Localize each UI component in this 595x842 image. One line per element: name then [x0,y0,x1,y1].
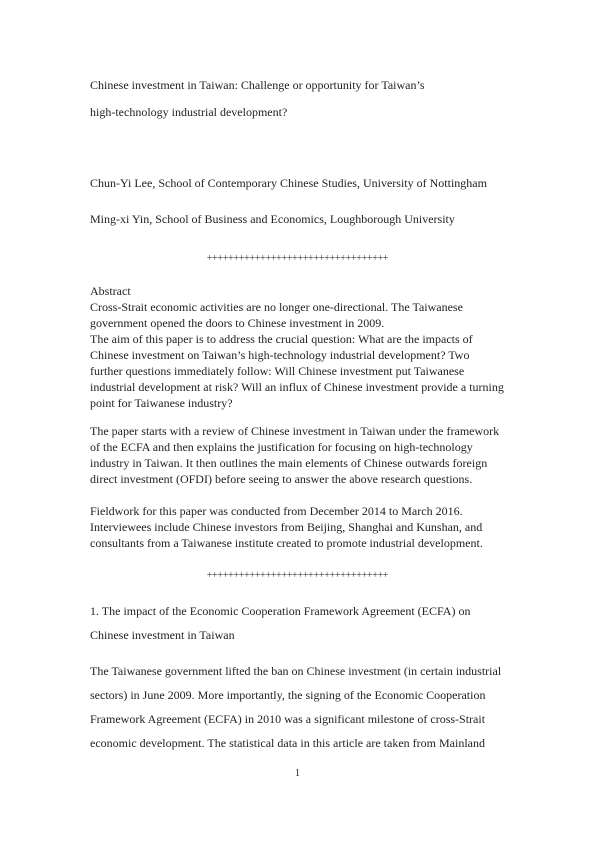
separator-top: ++++++++++++++++++++++++++++++++++ [206,253,389,264]
abstract-para1-line: The aim of this paper is to address the crucial question: What are the impacts of [90,332,473,346]
abstract-para1-line: government opened the doors to Chinese investment in 2009. [90,316,385,330]
abstract-para2-line: The paper starts with a review of Chinese investment in Taiwan under the framework [90,424,500,438]
section-body-line: Framework Agreement (ECFA) in 2010 was a significant milestone of cross-Strait [90,712,486,726]
abstract-para2-line: industry in Taiwan. It then outlines the main elements of Chinese outwards foreign [90,456,488,470]
abstract-para3-line: consultants from a Taiwanese institute created to promote industrial development. [90,536,483,550]
abstract-para2-line: direct investment (OFDI) before seeing to answer the above research questions. [90,472,473,486]
abstract-para3-line: Interviewees include Chinese investors from Beijing, Shanghai and Kunshan, and [90,520,483,534]
section-body-line: sectors) in June 2009. More importantly, the signing of the Economic Cooperation [90,688,486,702]
page-number: 1 [295,768,300,779]
abstract-para2-line: of the ECFA and then explains the justification for focusing on high-technology [90,440,473,454]
section-heading-line-1: 1. The impact of the Economic Cooperation Framework Agreement (ECFA) on [90,604,471,618]
section-body-line: economic development. The statistical data in this article are taken from Mainland [90,736,485,750]
title-line-2: high-technology industrial development? [90,105,288,119]
section-heading-line-2: Chinese investment in Taiwan [90,628,235,642]
abstract-para1-line: industrial development at risk? Will an influx of Chinese investment provide a turning [90,380,504,394]
separator-bottom: ++++++++++++++++++++++++++++++++++ [206,570,389,581]
abstract-para1-line: Chinese investment on Taiwan’s high-technology industrial development? Two [90,348,470,362]
abstract-para1-line: point for Taiwanese industry? [90,396,233,410]
section-body-line: The Taiwanese government lifted the ban on Chinese investment (in certain industrial [90,664,502,678]
abstract-para1-line: further questions immediately follow: Will Chinese investment put Taiwanese [90,364,465,378]
title-line-1: Chinese investment in Taiwan: Challenge or opportunity for Taiwan’s [90,78,425,92]
author-1: Chun-Yi Lee, School of Contemporary Chinese Studies, University of Nottingham [90,176,487,190]
abstract-heading: Abstract [90,284,131,298]
author-2: Ming-xi Yin, School of Business and Economics, Loughborough University [90,212,455,226]
abstract-para3-line: Fieldwork for this paper was conducted from December 2014 to March 2016. [90,504,463,518]
abstract-para1-line: Cross-Strait economic activities are no longer one-directional. The Taiwanese [90,300,463,314]
